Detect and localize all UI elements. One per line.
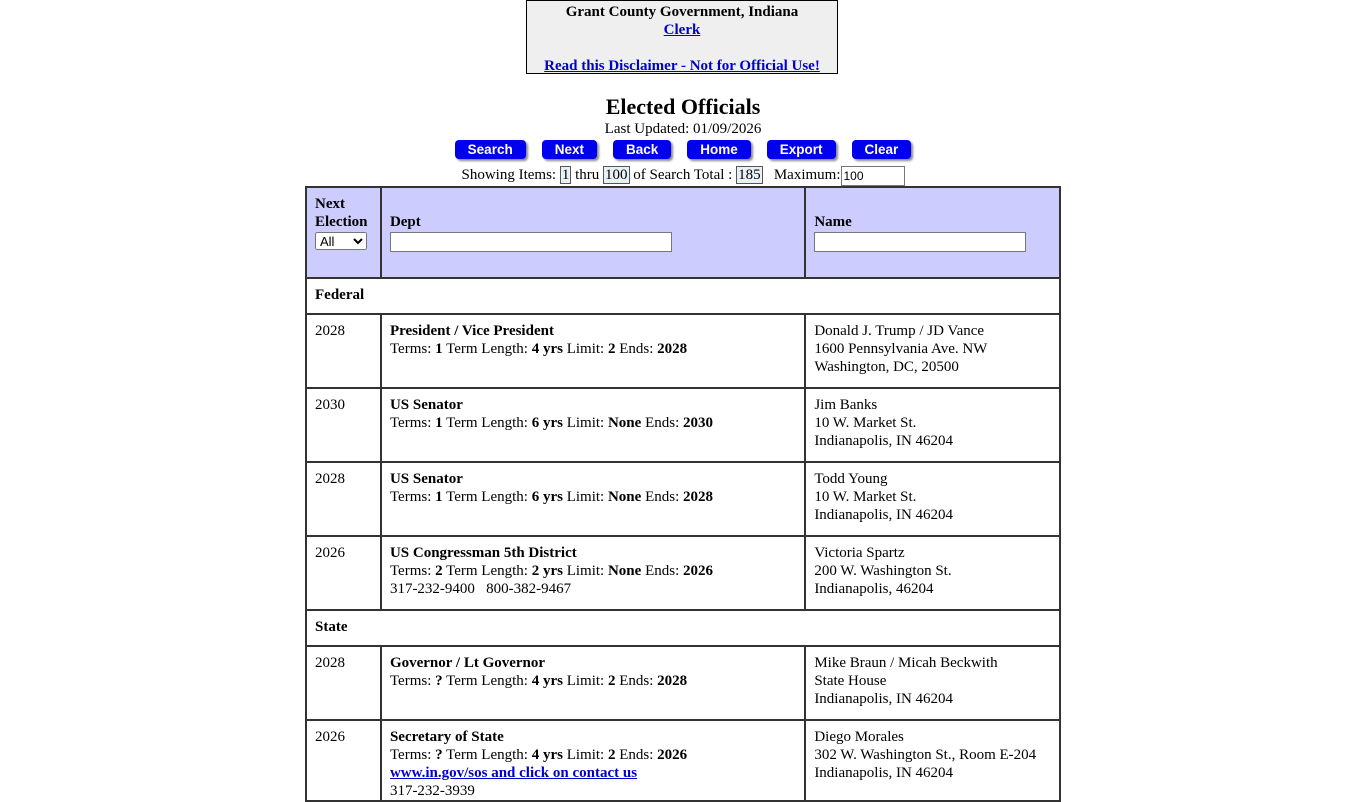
export-button[interactable]: Export [767, 140, 836, 159]
ends-label: Ends: [645, 415, 680, 431]
name-cell [805, 314, 1060, 388]
limit-label: Limit: [566, 673, 605, 689]
term-length-label: Term Length: [446, 747, 528, 763]
terms-value: ? [435, 747, 443, 763]
name-cell [805, 388, 1060, 462]
ends-label: Ends: [619, 341, 654, 357]
official-name: Mike Braun / Micah Beckwith [814, 655, 998, 671]
home-button[interactable]: Home [687, 140, 751, 159]
ends-label: Ends: [619, 747, 654, 763]
phone-numbers: 317-232-3939 [389, 783, 475, 799]
dept-header-label: Dept [389, 214, 421, 230]
last-updated-label: Last Updated: [604, 121, 690, 137]
term-length-value: 4 yrs [531, 747, 563, 763]
name-filter-input[interactable] [814, 232, 1026, 252]
limit-value: 2 [607, 747, 616, 763]
office-title: US Senator [389, 471, 463, 487]
limit-value: 2 [607, 673, 616, 689]
term-length-value: 6 yrs [531, 415, 563, 431]
name-cell [805, 462, 1060, 536]
official-name: Todd Young [814, 471, 888, 487]
button-bar [0, 140, 1366, 159]
limit-value: None [607, 415, 642, 431]
terms-label: Terms: [389, 489, 432, 505]
back-button[interactable]: Back [613, 140, 671, 159]
table-row [306, 388, 1060, 462]
official-name: Jim Banks [814, 397, 878, 413]
spacer [527, 39, 837, 57]
address-line-1: 10 W. Market St. [814, 489, 917, 505]
search-button[interactable]: Search [455, 140, 526, 159]
election-year: 2030 [306, 388, 381, 462]
address-line-1: State House [814, 673, 887, 689]
ends-label: Ends: [645, 563, 680, 579]
next-election-label-2: Election [315, 214, 368, 230]
address-line-2: Indianapolis, IN 46204 [814, 507, 954, 523]
table-row [306, 646, 1060, 720]
table-row [306, 536, 1060, 610]
terms-value: 2 [435, 563, 443, 579]
table-row [306, 720, 1060, 801]
election-year: 2028 [306, 462, 381, 536]
election-year: 2026 [306, 720, 381, 801]
next-election-header [306, 187, 381, 278]
ends-value: 2028 [682, 489, 713, 505]
dept-cell [381, 536, 805, 610]
address-line-1: 10 W. Market St. [814, 415, 917, 431]
paging-info [0, 164, 1366, 186]
election-year: 2028 [306, 646, 381, 720]
dept-header [381, 187, 805, 278]
ends-value: 2026 [657, 747, 688, 763]
disclaimer-link[interactable]: Read this Disclaimer - Not for Official Use! [544, 58, 820, 74]
office-title: President / Vice President [389, 323, 554, 339]
election-year: 2028 [306, 314, 381, 388]
office-title: US Congressman 5th District [389, 545, 577, 561]
maximum-label: Maximum: [773, 167, 841, 183]
name-cell [805, 536, 1060, 610]
address-line-2: Indianapolis, 46204 [814, 581, 934, 597]
term-length-value: 4 yrs [531, 673, 563, 689]
limit-label: Limit: [566, 489, 605, 505]
terms-value: 1 [435, 341, 443, 357]
page-title: Elected Officials [605, 94, 761, 119]
name-cell [805, 720, 1060, 801]
office-title: Governor / Lt Governor [389, 655, 546, 671]
terms-label: Terms: [389, 415, 432, 431]
limit-label: Limit: [566, 415, 605, 431]
dept-cell [381, 720, 805, 801]
address-line-2: Indianapolis, IN 46204 [814, 765, 954, 781]
dept-filter-input[interactable] [390, 232, 672, 252]
search-total: 185 [738, 167, 761, 183]
officials-table [305, 186, 1061, 802]
address-line-1: 200 W. Washington St. [814, 563, 952, 579]
thru-label: thru [575, 167, 600, 183]
term-length-value: 2 yrs [531, 563, 563, 579]
term-length-value: 6 yrs [531, 489, 563, 505]
county-name: Grant County Government, Indiana [565, 4, 799, 20]
table-header-row [306, 187, 1060, 278]
term-length-label: Term Length: [446, 673, 528, 689]
group-row-federal [306, 278, 1060, 314]
table-row [306, 314, 1060, 388]
dept-cell [381, 462, 805, 536]
group-label: State [306, 610, 1060, 646]
dept-cell [381, 646, 805, 720]
terms-value: 1 [435, 415, 443, 431]
ends-value: 2030 [682, 415, 713, 431]
office-title: US Senator [389, 397, 463, 413]
ends-label: Ends: [645, 489, 680, 505]
limit-value: 2 [607, 341, 616, 357]
ends-value: 2028 [657, 341, 688, 357]
address-line-2: Washington, DC, 20500 [814, 359, 959, 375]
terms-value: ? [435, 673, 443, 689]
group-row-state [306, 610, 1060, 646]
official-name: Donald J. Trump / JD Vance [814, 323, 985, 339]
showing-from: 1 [561, 167, 570, 183]
limit-value: None [607, 489, 642, 505]
name-cell [805, 646, 1060, 720]
ends-value: 2026 [682, 563, 713, 579]
next-election-label-1: Next [315, 196, 345, 212]
election-year: 2026 [306, 536, 381, 610]
limit-label: Limit: [566, 563, 605, 579]
last-updated-date: 01/09/2026 [692, 121, 762, 137]
terms-value: 1 [435, 489, 443, 505]
phone-numbers: 317-232-9400 800-382-9467 [389, 581, 572, 597]
maximum-input[interactable] [841, 166, 905, 186]
term-length-value: 4 yrs [531, 341, 563, 357]
showing-to: 100 [605, 167, 628, 183]
showing-label: Showing Items: [461, 167, 557, 183]
office-title: Secretary of State [389, 729, 504, 745]
table-row [306, 462, 1060, 536]
term-length-label: Term Length: [446, 341, 528, 357]
header-box [526, 0, 838, 74]
address-line-2: Indianapolis, IN 46204 [814, 691, 954, 707]
election-filter-select[interactable] [315, 232, 367, 250]
dept-cell [381, 388, 805, 462]
official-name: Diego Morales [814, 729, 904, 745]
name-header-label: Name [814, 214, 852, 230]
address-line-1: 302 W. Washington St., Room E-204 [814, 747, 1037, 763]
terms-label: Terms: [389, 563, 432, 579]
term-length-label: Term Length: [446, 415, 528, 431]
limit-label: Limit: [566, 341, 605, 357]
last-updated [0, 121, 1366, 138]
name-header [805, 187, 1060, 278]
official-name: Victoria Spartz [814, 545, 905, 561]
limit-label: Limit: [566, 747, 605, 763]
address-line-1: 1600 Pennsylvania Ave. NW [814, 341, 988, 357]
term-length-label: Term Length: [446, 489, 528, 505]
terms-label: Terms: [389, 673, 432, 689]
next-button[interactable]: Next [542, 140, 597, 159]
dept-cell [381, 314, 805, 388]
address-line-2: Indianapolis, IN 46204 [814, 433, 954, 449]
clerk-link[interactable]: Clerk [663, 22, 701, 38]
clear-button[interactable]: Clear [852, 140, 912, 159]
terms-label: Terms: [389, 747, 432, 763]
sos-website-link[interactable]: www.in.gov/sos and click on contact us [389, 765, 638, 781]
ends-value: 2028 [657, 673, 688, 689]
limit-value: None [607, 563, 642, 579]
terms-label: Terms: [389, 341, 432, 357]
term-length-label: Term Length: [446, 563, 528, 579]
ends-label: Ends: [619, 673, 654, 689]
total-label: of Search Total : [633, 167, 733, 183]
group-label: Federal [306, 278, 1060, 314]
